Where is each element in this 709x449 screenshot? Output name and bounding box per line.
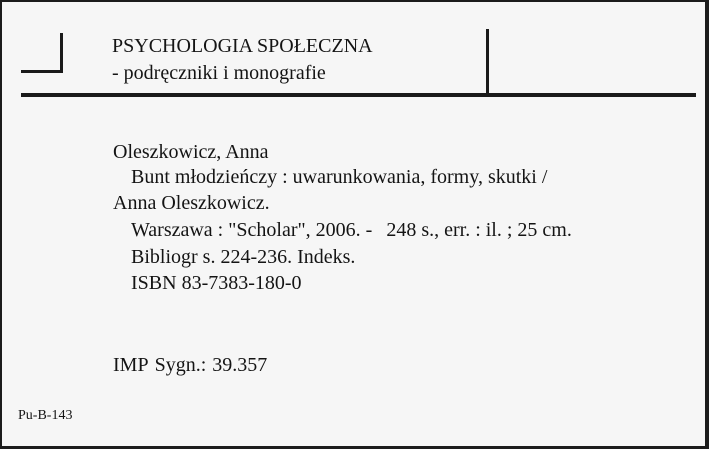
shelfmark-value: 39.357 — [212, 354, 268, 376]
corner-mark-vertical — [60, 33, 63, 73]
collection-code: IMP — [113, 354, 149, 376]
bibliography-note: Bibliogr s. 224-236. Indeks. — [131, 246, 356, 268]
catalog-card — [2, 2, 705, 446]
subject-subheading: - podręczniki i monografie — [112, 62, 326, 84]
card-identifier: Pu-B-143 — [18, 408, 73, 423]
corner-mark-horizontal — [21, 70, 63, 73]
header-rule — [21, 93, 696, 97]
publication-info: Warszawa : "Scholar", 2006. - — [131, 219, 373, 241]
shelfmark-line — [113, 354, 267, 376]
publication-line — [131, 219, 572, 241]
physical-description: 248 s., err. : il. ; 25 cm. — [386, 219, 572, 241]
title-statement: Bunt młodzieńczy : uwarunkowania, formy, skutki / — [131, 166, 548, 188]
author-entry: Oleszkowicz, Anna — [113, 141, 269, 163]
isbn-number: ISBN 83-7383-180-0 — [131, 272, 302, 294]
shelfmark-label: Sygn.: — [154, 354, 207, 376]
responsibility-statement: Anna Oleszkowicz. — [113, 192, 270, 214]
subject-heading: PSYCHOLOGIA SPOŁECZNA — [112, 35, 373, 57]
header-divider — [486, 29, 489, 93]
